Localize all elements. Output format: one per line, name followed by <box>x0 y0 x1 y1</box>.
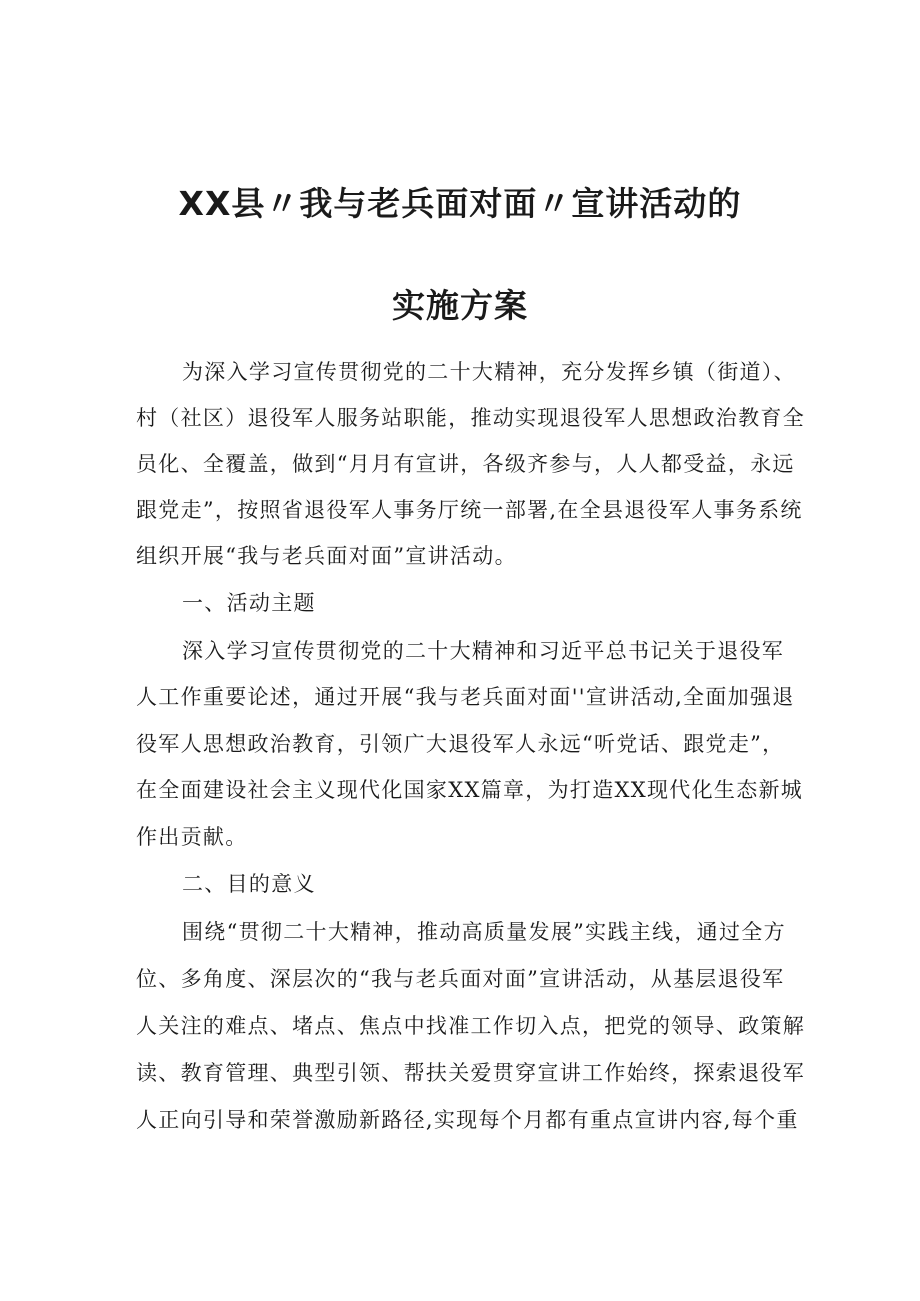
paragraph-1-line-3: 员化、全覆盖，做到“月月有宣讲，各级齐参与，人人都受益，永远 <box>136 452 795 476</box>
paragraph-1-line-5: 组织开展“我与老兵面对面”宣讲活动。 <box>136 544 517 568</box>
paragraph-1-line-2: 村（社区）退役军人服务站职能，推动实现退役军人思想政治教育全 <box>136 406 805 430</box>
section-heading-theme: 一、活动主题 <box>182 591 316 615</box>
paragraph-2-line-1: 深入学习宣传贯彻党的二十大精神和习近平总书记关于退役军 <box>182 639 785 663</box>
paragraph-3-line-2: 位、多角度、深层次的“我与老兵面对面”宣讲活动，从基层退役军 <box>136 967 785 991</box>
section-heading-purpose: 二、目的意义 <box>182 872 316 896</box>
paragraph-3-line-1: 围绕“贯彻二十大精神，推动高质量发展”实践主线，通过全方 <box>182 920 786 944</box>
paragraph-3-line-3: 人关注的难点、堵点、焦点中找准工作切入点，把党的领导、政策解 <box>136 1014 805 1038</box>
paragraph-3-line-5: 人正向引导和荣誉激励新路径,实现每个月都有重点宣讲内容,每个重 <box>136 1108 799 1132</box>
paragraph-3-line-4: 读、教育管理、典型引领、帮扶关爱贯穿宣讲工作始终，探索退役军 <box>136 1061 805 1085</box>
paragraph-2-line-5: 作出贡献。 <box>136 825 248 849</box>
document-title-line-1: XX县〃我与老兵面对面〃宣讲活动的 <box>178 184 742 223</box>
paragraph-2-line-2: 人工作重要论述，通过开展“我与老兵面对面''宣讲活动,全面加强退 <box>136 685 795 709</box>
paragraph-2-line-3: 役军人思想政治教育，引领广大退役军人永远“听党话、跟党走”， <box>136 732 785 756</box>
document-title-line-2: 实施方案 <box>392 286 528 325</box>
paragraph-1-line-4: 跟党走”，按照省退役军人事务厅统一部署,在全县退役军人事务系统 <box>136 498 803 522</box>
paragraph-2-line-4: 在全面建设社会主义现代化国家XX篇章，为打造XX现代化生态新城 <box>136 778 804 802</box>
paragraph-1-line-1: 为深入学习宣传贯彻党的二十大精神，充分发挥乡镇（街道）、 <box>182 360 796 384</box>
